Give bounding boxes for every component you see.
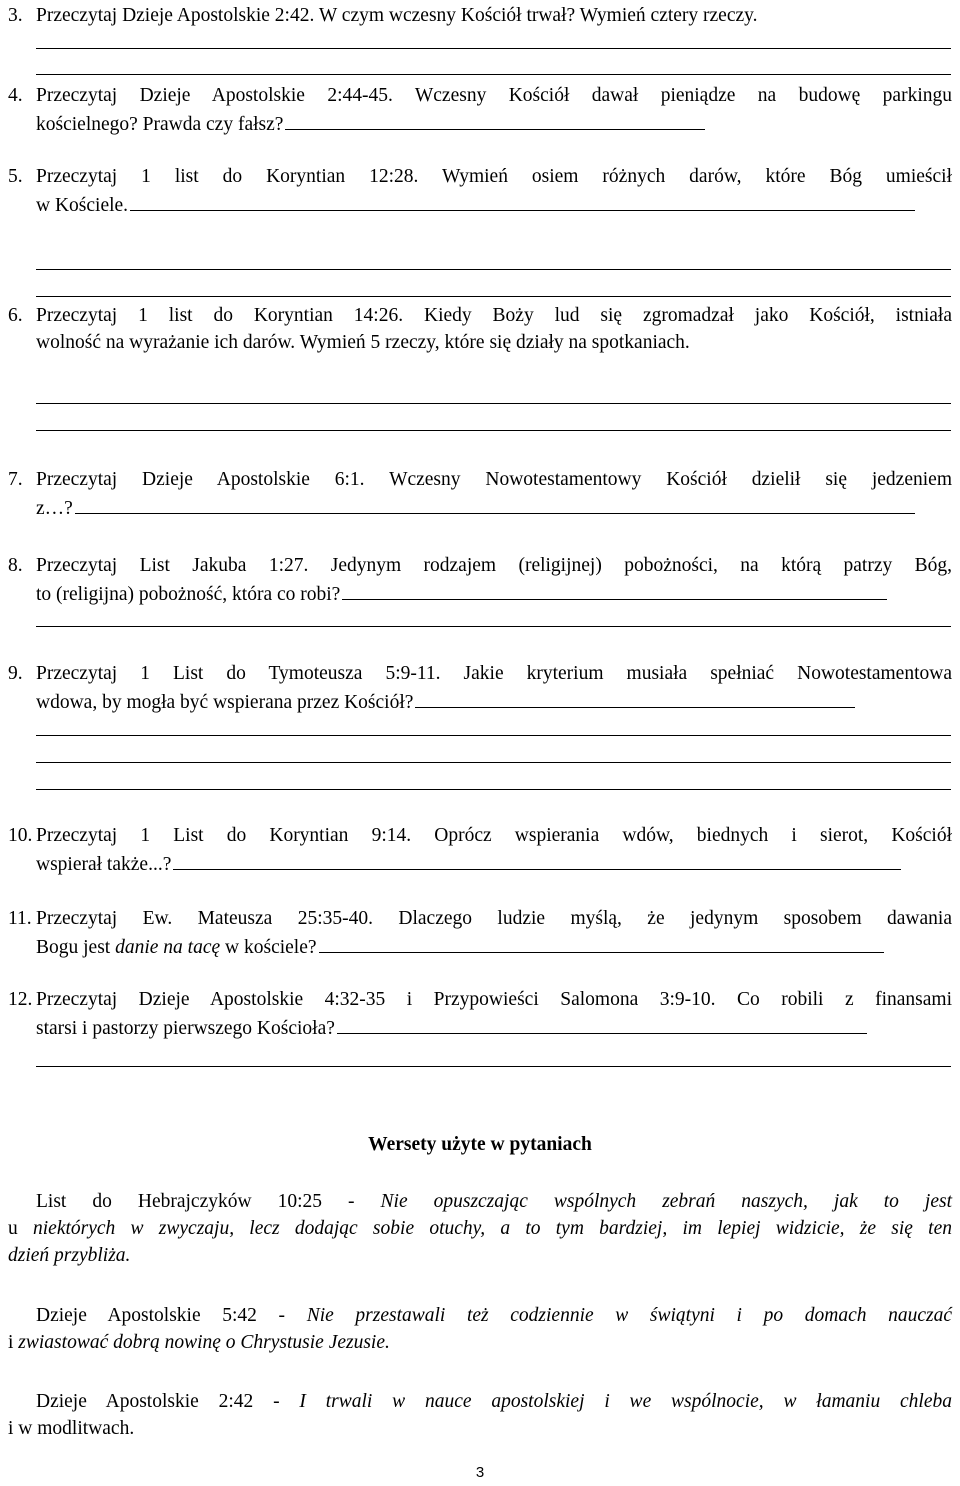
answer-line[interactable] <box>337 1013 867 1034</box>
verse-hebrews <box>8 1188 952 1269</box>
verse-text: i <box>8 1332 14 1353</box>
answer-line[interactable] <box>130 190 915 211</box>
question-text: z…? <box>36 498 73 519</box>
question-number: 11. <box>8 908 32 929</box>
question-text: Przeczytaj List Jakuba 1:27. Jedynym rodzajem (religijnej) pobożności, na którą patrzy Bóg, <box>36 555 952 576</box>
question-10 <box>8 822 952 876</box>
question-number: 10. <box>8 825 33 846</box>
question-number: 9. <box>8 663 23 684</box>
answer-line[interactable] <box>36 48 951 49</box>
answer-line[interactable] <box>285 109 705 130</box>
answer-line[interactable] <box>36 735 951 736</box>
question-text: Przeczytaj 1 List do Koryntian 9:14. Oprócz wspierania wdów, biednych i sierot, Kościół <box>36 825 952 846</box>
question-number: 3. <box>8 5 23 26</box>
question-3 <box>8 2 952 29</box>
verse-acts-5-42 <box>8 1302 952 1356</box>
answer-line[interactable] <box>75 493 915 514</box>
question-text: to (religijna) pobożność, która co robi? <box>36 584 341 605</box>
question-text: wolność na wyrażanie ich darów. Wymień 5 rzeczy, które się działy na spotkaniach. <box>36 332 690 353</box>
page-number: 3 <box>475 1464 485 1481</box>
question-number: 6. <box>8 305 23 326</box>
question-9 <box>8 660 952 714</box>
answer-line[interactable] <box>415 687 855 708</box>
question-text: kościelnego? Prawda czy fałsz? <box>36 114 284 135</box>
question-number: 8. <box>8 555 23 576</box>
question-text: Przeczytaj Dzieje Apostolskie 2:44-45. Wczesny Kościół dawał pieniądze na budowę parkingu <box>36 85 952 106</box>
question-8 <box>8 552 952 606</box>
question-4 <box>8 82 952 136</box>
verse-text: I trwali w nauce apostolskiej i we wspólnocie, w łamaniu chleba <box>299 1391 953 1412</box>
answer-line[interactable] <box>319 932 884 953</box>
verse-text: u <box>8 1218 18 1239</box>
verse-text: Nie opuszczając wspólnych zebrań naszych, jak to jest <box>380 1191 952 1212</box>
question-text: wspierał także...? <box>36 854 172 875</box>
question-5 <box>8 163 952 217</box>
answer-line[interactable] <box>173 849 901 870</box>
verse-text: dzień przybliża. <box>8 1245 131 1266</box>
question-text: Przeczytaj 1 list do Koryntian 14:26. Kiedy Boży lud się zgromadzał jako Kościół, istniała <box>36 305 952 326</box>
question-text: w kościele? <box>225 937 317 958</box>
answer-line[interactable] <box>36 626 951 627</box>
question-text: Przeczytaj Dzieje Apostolskie 4:32-35 i Przypowieści Salomona 3:9-10. Co robili z finansami <box>36 989 952 1010</box>
question-number: 4. <box>8 85 23 106</box>
answer-line[interactable] <box>36 403 951 404</box>
question-text: Przeczytaj 1 List do Tymoteusza 5:9-11. Jakie kryterium musiała spełniać Nowotestamentowa <box>36 663 952 684</box>
verse-text: zwiastować dobrą nowinę o Chrystusie Jezusie. <box>18 1332 390 1353</box>
question-text-italic: danie na tacę <box>115 937 221 958</box>
answer-line[interactable] <box>36 74 951 75</box>
question-text: Bogu jest <box>36 937 111 958</box>
question-text: Przeczytaj Ew. Mateusza 25:35-40. Dlaczego ludzie myślą, że jedynym sposobem dawania <box>36 908 952 929</box>
answer-line[interactable] <box>36 296 951 297</box>
question-number: 7. <box>8 469 23 490</box>
question-number: 12. <box>8 989 33 1010</box>
verse-text: Nie przestawali też codziennie w świątyni i po domach nauczać <box>306 1305 953 1326</box>
question-12 <box>8 986 952 1040</box>
question-text: Przeczytaj Dzieje Apostolskie 2:42. W czym wczesny Kościół trwał? Wymień cztery rzeczy. <box>36 5 758 26</box>
question-text: w Kościele. <box>36 195 129 216</box>
question-number: 5. <box>8 166 23 187</box>
verse-reference: Dzieje Apostolskie 5:42 - <box>36 1305 286 1326</box>
verse-text: i w modlitwach. <box>8 1418 135 1439</box>
verse-reference: List do Hebrajczyków 10:25 - <box>36 1191 355 1212</box>
answer-line[interactable] <box>36 789 951 790</box>
question-text: wdowa, by mogła być wspierana przez Kościół? <box>36 692 414 713</box>
question-text: starsi i pastorzy pierwszego Kościoła? <box>36 1018 335 1039</box>
answer-line[interactable] <box>36 762 951 763</box>
verse-reference: Dzieje Apostolskie 2:42 - <box>36 1391 280 1412</box>
question-7 <box>8 466 952 520</box>
verse-acts-2-42 <box>8 1388 952 1442</box>
question-text: Przeczytaj 1 list do Koryntian 12:28. Wymień osiem różnych darów, które Bóg umieścił <box>36 166 952 187</box>
answer-line[interactable] <box>36 430 951 431</box>
answer-line[interactable] <box>36 1066 951 1067</box>
answer-line[interactable] <box>342 579 887 600</box>
question-11 <box>8 905 952 959</box>
verse-text: niektórych w zwyczaju, lecz dodając sobie otuchy, a to tym bardziej, im lepiej widzicie, że się ten <box>33 1218 952 1239</box>
verses-heading: Wersety użyte w pytaniach <box>368 1134 592 1155</box>
answer-line[interactable] <box>36 269 951 270</box>
question-6 <box>8 302 952 356</box>
question-text: Przeczytaj Dzieje Apostolskie 6:1. Wczesny Nowotestamentowy Kościół dzielił się jedzeniem <box>36 469 952 490</box>
